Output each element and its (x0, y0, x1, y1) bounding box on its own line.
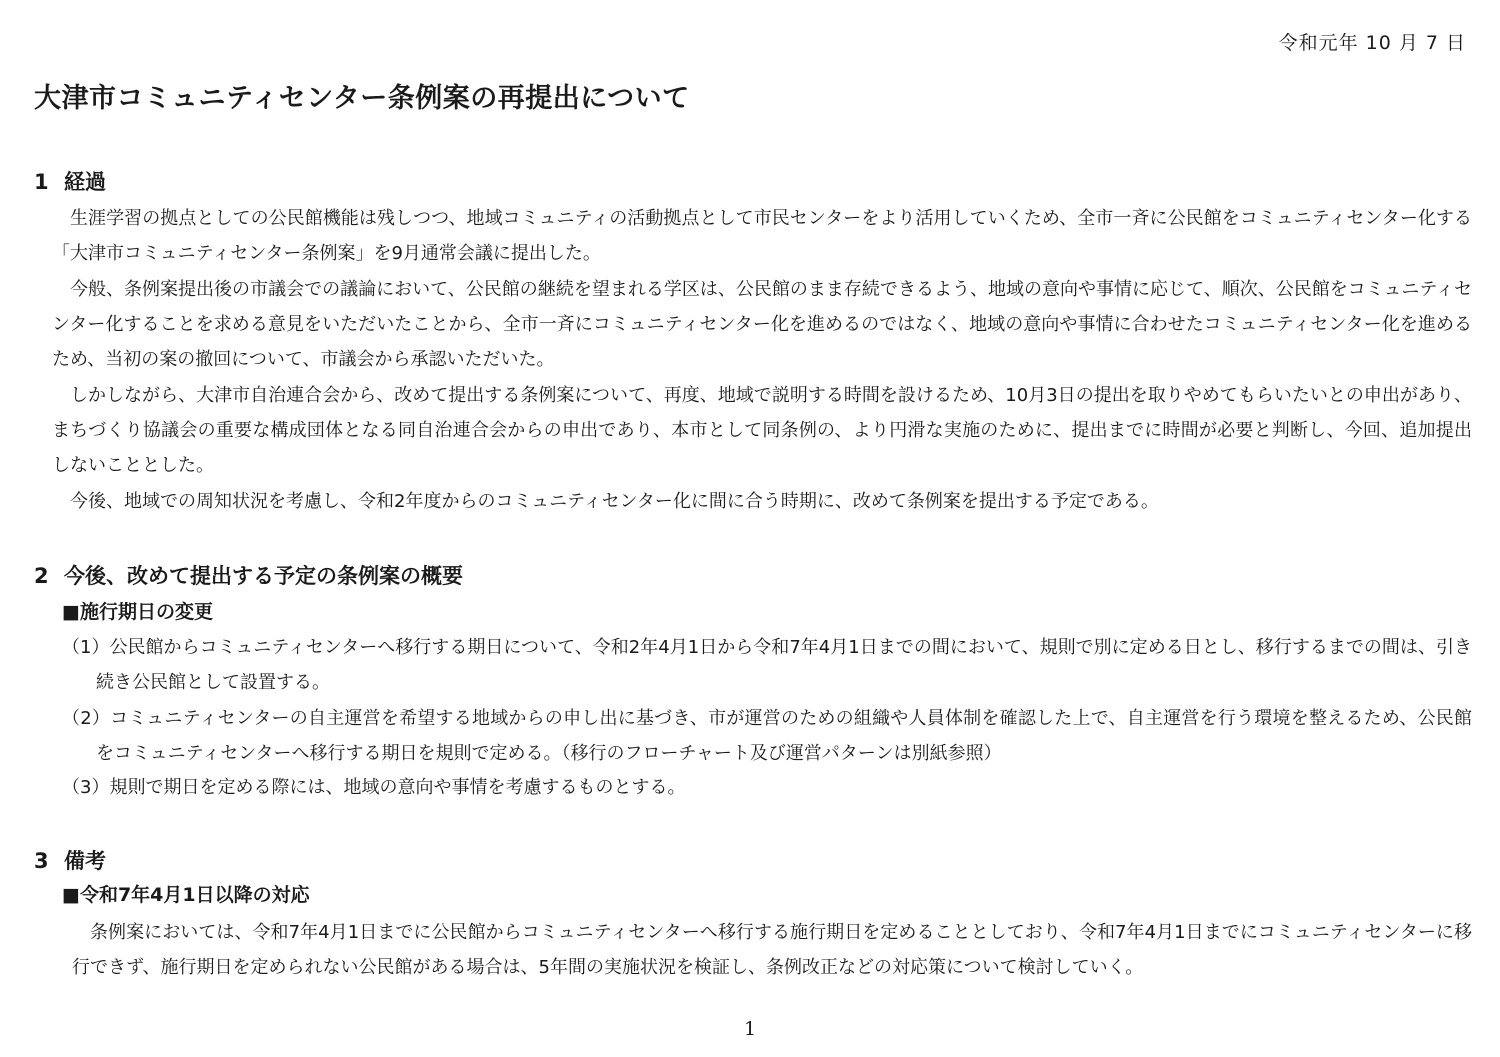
section-2-number: 2 (34, 564, 49, 588)
section-3-heading (34, 845, 106, 875)
section-2-item-2: （2）コミュニティセンターの自主運営を希望する地域からの申し出に基づき、市が運営のための組織や人員体制を確認した上で、自主運営を行う環境を整えるため、公民館をコミュニティセンターへ移行する期日を規則で定める。（移行のフローチャート及び運営パターンは別紙参照） (62, 708, 1472, 764)
document-date: 令和元年 10 月 7 日 (1278, 32, 1466, 54)
section-1-title: 経過 (64, 170, 106, 194)
section-2-item-3: （3）規則で期日を定める際には、地域の意向や事情を考慮するものとする。 (62, 777, 686, 798)
section-3-number: 3 (34, 849, 49, 873)
section-2-subheading: ■施行期日の変更 (62, 601, 213, 623)
section-1-number: 1 (34, 170, 49, 194)
section-2-item-1: （1）公民館からコミュニティセンターへ移行する期日について、令和2年4月1日から令和7年4月1日までの間において、規則で別に定める日とし、移行するまでの間は、引き続き公民館として設置する。 (62, 637, 1472, 693)
section-2-heading (34, 560, 463, 590)
section-1-heading (34, 166, 106, 196)
page-number: 1 (743, 1018, 757, 1040)
document-title: 大津市コミュニティセンター条例案の再提出について (34, 83, 690, 114)
section-1-paragraph-1: 生涯学習の拠点としての公民館機能は残しつつ、地域コミュニティの活動拠点として市民センターをより活用していくため、全市一斉に公民館をコミュニティセンター化する「大津市コミュニティセンター条例案」を9月通常会議に提出した。 (52, 208, 1472, 264)
section-1-paragraph-3: しかしながら、大津市自治連合会から、改めて提出する条例案について、再度、地域で説明する時間を設けるため、10月3日の提出を取りやめてもらいたいとの申出があり、まちづくり協議会の重要な構成団体となる同自治連合会からの申出であり、本市として同条例の、より円滑な実施のために、提出までに時間が必要と判断し、今回、追加提出しないこととした。 (52, 385, 1472, 476)
section-3-subheading: ■令和7年4月1日以降の対応 (62, 884, 310, 906)
section-2-title: 今後、改めて提出する予定の条例案の概要 (64, 564, 463, 588)
section-3-title: 備考 (64, 849, 106, 873)
section-1-paragraph-2: 今般、条例案提出後の市議会での議論において、公民館の継続を望まれる学区は、公民館のまま存続できるよう、地域の意向や事情に応じて、順次、公民館をコミュニティセンター化することを求める意見をいただいたことから、全市一斉にコミュニティセンター化を進めるのではなく、地域の意向や事情に合わせたコミュニティセンター化を進めるため、当初の案の撤回について、市議会から承認いただいた。 (52, 279, 1472, 370)
section-3-paragraph: 条例案においては、令和7年4月1日までに公民館からコミュニティセンターへ移行する施行期日を定めることとしており、令和7年4月1日までにコミュニティセンターに移行できず、施行期日を定められない公民館がある場合は、5年間の実施状況を検証し、条例改正などの対応策について検討していく。 (72, 922, 1472, 978)
section-1-paragraph-4: 今後、地域での周知状況を考慮し、令和2年度からのコミュニティセンター化に間に合う時期に、改めて条例案を提出する予定である。 (70, 491, 1159, 512)
